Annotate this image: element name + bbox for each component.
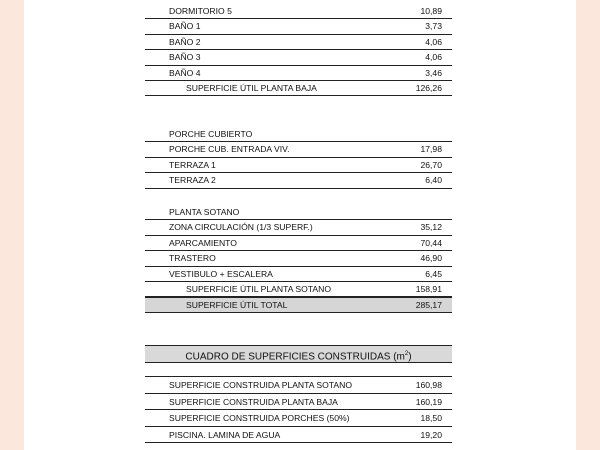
- total-row: [145, 297, 452, 312]
- table-row: [145, 251, 452, 266]
- row-value: 26,70: [420, 159, 442, 170]
- table-row: [145, 173, 452, 188]
- table-row: [145, 427, 452, 444]
- table-row: [145, 35, 452, 50]
- row-value: 160,98: [415, 380, 442, 390]
- row-label: SUPERFICIE CONSTRUIDA PLANTA SOTANO: [169, 380, 353, 390]
- table-row: [145, 377, 452, 394]
- row-label: VESTIBULO + ESCALERA: [169, 268, 273, 279]
- row-value: 126,26: [415, 82, 442, 93]
- row-value: 158,91: [415, 283, 442, 294]
- table-row: [145, 142, 452, 157]
- row-value: 46,90: [420, 253, 442, 264]
- construidas-title: [145, 345, 452, 363]
- row-label: TERRAZA 1: [169, 159, 216, 170]
- table-row: [145, 66, 452, 81]
- row-label: PORCHE CUB. ENTRADA VIV.: [169, 144, 290, 155]
- table-planta-baja: [145, 4, 452, 96]
- table-row: [145, 50, 452, 65]
- row-label: BAÑO 2: [169, 36, 201, 47]
- row-value: 6,40: [425, 175, 442, 186]
- row-label: PISCINA. LAMINA DE AGUA: [169, 429, 281, 440]
- row-value: 70,44: [420, 237, 442, 248]
- row-value: 160,19: [415, 396, 442, 407]
- row-value: 19,20: [420, 429, 442, 440]
- header-label: PLANTA SOTANO: [169, 207, 240, 217]
- title-text: CUADRO DE SUPERFICIES CONSTRUIDAS (m: [185, 351, 405, 363]
- row-label: SUPERFICIE ÚTIL TOTAL: [186, 300, 288, 311]
- header-label: PORCHE CUBIERTO: [169, 129, 253, 139]
- row-label: BAÑO 4: [169, 67, 201, 78]
- row-value: 6,45: [425, 268, 442, 279]
- row-label: SUPERFICIE CONSTRUIDA PORCHES (50%): [169, 413, 350, 423]
- row-label: SUPERFICIE CONSTRUIDA PLANTA BAJA: [169, 396, 338, 407]
- row-value: 4,06: [425, 52, 442, 63]
- row-value: 18,50: [420, 413, 442, 423]
- row-value: 3,46: [425, 67, 442, 78]
- subtotal-row: [145, 81, 452, 96]
- table-row: [145, 236, 452, 251]
- row-label: APARCAMIENTO: [169, 237, 237, 248]
- row-value: 10,89: [420, 6, 442, 16]
- table-planta-sotano: [145, 205, 452, 313]
- row-value: 17,98: [420, 144, 442, 155]
- section-header: [145, 205, 452, 220]
- row-label: DORMITORIO 5: [169, 6, 232, 16]
- table-porche: [145, 127, 452, 189]
- table-construidas: [145, 376, 452, 443]
- section-header: [145, 127, 452, 142]
- row-label: TERRAZA 2: [169, 175, 216, 186]
- row-value: 285,17: [415, 300, 442, 311]
- row-label: SUPERFICIE ÚTIL PLANTA SOTANO: [186, 283, 332, 294]
- table-row: [145, 19, 452, 34]
- table-row: [145, 394, 452, 411]
- table-row: [145, 220, 452, 235]
- row-label: SUPERFICIE ÚTIL PLANTA BAJA: [186, 82, 317, 93]
- table-row: [145, 267, 452, 282]
- row-label: ZONA CIRCULACIÓN (1/3 SUPERF.): [169, 222, 313, 233]
- row-value: 4,06: [425, 36, 442, 47]
- table-row: [145, 158, 452, 173]
- title-end: ): [408, 351, 412, 363]
- row-value: 35,12: [420, 222, 442, 233]
- row-label: BAÑO 1: [169, 21, 201, 32]
- row-label: BAÑO 3: [169, 52, 201, 63]
- row-value: 3,73: [425, 21, 442, 32]
- row-label: TRASTERO: [169, 253, 216, 264]
- subtotal-row: [145, 282, 452, 297]
- title-superscript: 2: [404, 351, 409, 357]
- table-row: [145, 410, 452, 427]
- table-row: [145, 4, 452, 19]
